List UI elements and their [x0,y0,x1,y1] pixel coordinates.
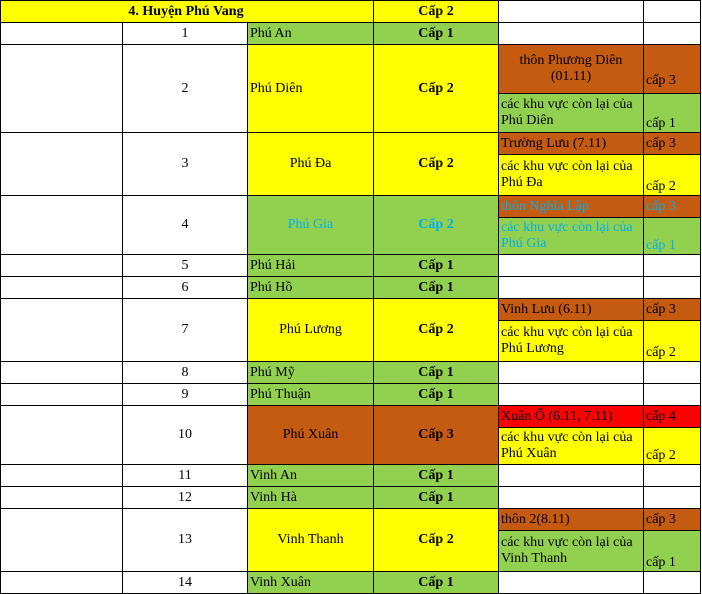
row-number: 6 [123,277,248,299]
sub-area: các khu vực còn lại của Phú Gia [499,218,644,255]
commune-level: Cấp 1 [374,362,499,384]
commune-level: Cấp 1 [374,277,499,299]
commune-level: Cấp 2 [374,133,499,196]
commune-name: Phú Đa [248,133,374,196]
sub-area: thôn Nghĩa Lập [499,196,644,218]
row-number: 8 [123,362,248,384]
commune-name: Vinh An [248,465,374,487]
sub-area: Xuân Ổ (6.11, 7.11) [499,406,644,428]
row-number: 1 [123,23,248,45]
sub-area-level: cấp 3 [644,299,701,321]
sub-area-level: cấp 1 [644,218,701,255]
sub-area-level: cấp 1 [644,531,701,572]
table-row [1,277,701,299]
sub-area: thôn 2(8.11) [499,509,644,531]
row-number: 3 [123,133,248,196]
row-number: 7 [123,299,248,362]
commune-name: Vinh Xuân [248,572,374,594]
commune-level: Cấp 1 [374,23,499,45]
table-row [1,45,701,94]
row-number: 12 [123,487,248,509]
sub-area: các khu vực còn lại của Phú Đa [499,155,644,196]
row-number: 4 [123,196,248,255]
district-title: 4. Huyện Phú Vang [1,1,374,23]
table-row [1,384,701,406]
commune-name: Phú Xuân [248,406,374,465]
row-number: 13 [123,509,248,572]
table-row [1,23,701,45]
row-number: 14 [123,572,248,594]
sub-area: các khu vực còn lại của Phú Lương [499,321,644,362]
commune-name: Phú Hồ [248,277,374,299]
sub-area-level: cấp 3 [644,509,701,531]
commune-name: Phú Lương [248,299,374,362]
commune-level: Cấp 1 [374,572,499,594]
sub-area-level: cấp 2 [644,155,701,196]
sub-area-level: cấp 3 [644,45,701,94]
commune-level: Cấp 1 [374,384,499,406]
commune-name: Vinh Hà [248,487,374,509]
table-row [1,196,701,218]
sub-area: Trường Lưu (7.11) [499,133,644,155]
table-row [1,465,701,487]
row-number: 11 [123,465,248,487]
commune-level: Cấp 3 [374,406,499,465]
sub-area-level: cấp 4 [644,406,701,428]
commune-name: Phú Thuận [248,384,374,406]
commune-name: Phú Gia [248,196,374,255]
commune-level: Cấp 1 [374,255,499,277]
sub-area: các khu vực còn lại của Phú Xuân [499,428,644,465]
commune-level: Cấp 2 [374,45,499,133]
commune-name: Vinh Thanh [248,509,374,572]
sub-area: Vinh Lưu (6.11) [499,299,644,321]
commune-name: Phú Mỹ [248,362,374,384]
sub-area-level: cấp 1 [644,94,701,133]
row-number: 5 [123,255,248,277]
row-number: 2 [123,45,248,133]
commune-name: Phú Hải [248,255,374,277]
sub-area: thôn Phương Diên (01.11) [499,45,644,94]
row-number: 9 [123,384,248,406]
commune-name: Phú Diên [248,45,374,133]
commune-level: Cấp 2 [374,509,499,572]
commune-level: Cấp 2 [374,299,499,362]
table-row [1,509,701,531]
commune-level: Cấp 1 [374,465,499,487]
sub-area-level: cấp 3 [644,196,701,218]
table-row [1,487,701,509]
district-level: Cấp 2 [374,1,499,23]
table-row [1,133,701,155]
sub-area-level: cấp 2 [644,321,701,362]
commune-level: Cấp 2 [374,196,499,255]
row-number: 10 [123,406,248,465]
table-row [1,362,701,384]
sub-area: các khu vực còn lại của Vinh Thanh [499,531,644,572]
table-row [1,572,701,594]
table-row [1,299,701,321]
table-row [1,406,701,428]
commune-name: Phú An [248,23,374,45]
sub-area-level: cấp 3 [644,133,701,155]
commune-level: Cấp 1 [374,487,499,509]
sub-area: các khu vực còn lại của Phú Diên [499,94,644,133]
table-row [1,255,701,277]
district-header-row [1,1,701,23]
sub-area-level: cấp 2 [644,428,701,465]
